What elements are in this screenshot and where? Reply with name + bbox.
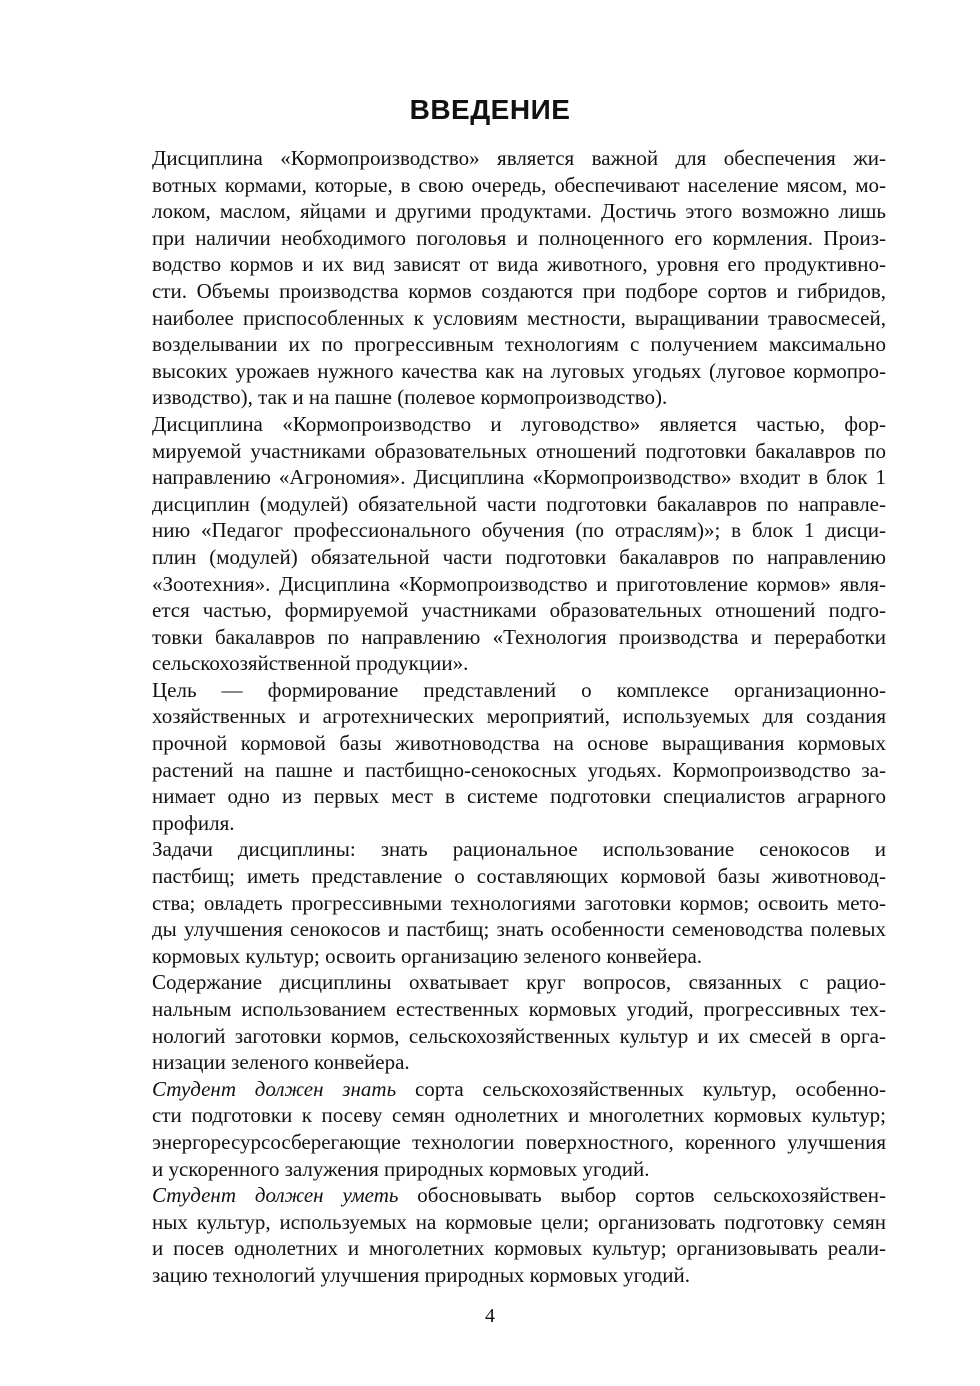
text-line: нальным использованием естественных кормовых угодий, прогрессивных тех-	[152, 997, 886, 1021]
text-line: плин (модулей) обязательной части подготовки бакалавров по направлению	[152, 544, 886, 569]
text-line: кормовых культур; освоить организацию зеленого конвейера.	[152, 943, 703, 968]
text-line: и посев однолетних и многолетних кормовых культур; организовывать реали-	[152, 1236, 886, 1261]
text-line: высоких урожаев нужного качества как на луговых угодьях (луговое кормопро-	[152, 358, 886, 383]
text-line: сти. Объемы производства кормов создаются при подборе сортов и гибридов,	[152, 278, 886, 303]
text-line: наиболее приспособленных к условиям местности, выращивании травосмесей,	[152, 305, 886, 330]
text-line: товки бакалавров по направлению «Технология производства и переработки	[152, 624, 886, 649]
text-line: дисциплин (модулей) обязательной части подготовки бакалавров по направле-	[152, 491, 886, 516]
text-line: ется частью, формируемой участниками образовательных отношений подго-	[152, 598, 886, 623]
paragraph	[94, 145, 886, 411]
text-line: мируемой участниками образовательных отношений подготовки бакалавров по	[152, 438, 886, 463]
text-line: профиля.	[152, 810, 235, 835]
text-line: нимает одно из первых мест в системе подготовки специалистов аграрного	[152, 784, 886, 809]
text-line: направлению «Агрономия». Дисциплина «Кормопроизводство» входит в блок 1	[152, 465, 886, 490]
text-line: локом, маслом, яйцами и другими продуктами. Достичь этого возможно лишь	[152, 199, 886, 224]
text-line: ды улучшения сенокосов и пастбищ; знать особенности семеноводства полевых	[152, 917, 886, 942]
paragraph	[94, 1076, 886, 1182]
text-line: при наличии необходимого поголовья и полноценного его кормления. Произ-	[152, 225, 886, 250]
text-line: сти подготовки к посеву семян однолетних и многолетних кормовых культур;	[152, 1103, 886, 1128]
text-line: изводство), так и на пашне (полевое кормопроизводство).	[152, 385, 668, 410]
line-text: обосновывать выбор сортов сельскохозяйствен-	[398, 1183, 886, 1208]
italic-lead: Студент должен уметь	[152, 1183, 399, 1208]
paragraph	[94, 411, 886, 677]
text-line	[94, 1182, 886, 1209]
text-line: Задачи дисциплины: знать рациональное использование сенокосов и	[152, 837, 886, 862]
text-line: нологий заготовки кормов, сельскохозяйственных культур и их смесей в орга-	[152, 1023, 886, 1048]
paragraph	[94, 677, 886, 837]
italic-lead: Студент должен знать	[152, 1076, 397, 1101]
text-line: «Зоотехния». Дисциплина «Кормопроизводство и приготовление кормов» явля-	[152, 571, 886, 596]
text-line: Дисциплина «Кормопроизводство» является важной для обеспечения жи-	[152, 146, 886, 170]
paragraph	[94, 1182, 886, 1288]
text-line: вотных кормами, которые, в свою очередь, обеспечивают население мясом, мо-	[152, 172, 886, 197]
body-text	[94, 145, 886, 1289]
text-line: Содержание дисциплины охватывает круг вопросов, связанных с рацио-	[152, 970, 886, 995]
text-line: Цель — формирование представлений о комплексе организационно-	[152, 677, 886, 702]
text-line: водство кормов и их вид зависят от вида животного, уровня его продуктивно-	[152, 252, 886, 277]
text-line: Дисциплина «Кормопроизводство и луговодство» является частью, фор-	[152, 411, 886, 436]
text-line: нию «Педагог профессионального обучения (по отраслям)»; в блок 1 дисци-	[152, 518, 886, 543]
text-line: возделывании их по прогрессивным технологиям с получением максимально	[152, 332, 886, 357]
text-line: прочной кормовой базы животноводства на основе выращивания кормовых	[152, 731, 886, 756]
page-number: 4	[485, 1305, 495, 1327]
page-title: ВВЕДЕНИЕ	[409, 94, 571, 125]
line-text: сорта сельскохозяйственных культур, особенно-	[396, 1076, 887, 1101]
text-line: сельскохозяйственной продукции».	[152, 651, 469, 676]
paragraph	[94, 836, 886, 969]
text-line: ных культур, используемых на кормовые цели; организовать подготовку семян	[152, 1209, 886, 1234]
text-line: растений на пашне и пастбищно-сенокосных угодьях. Кормопроизводство за-	[152, 757, 886, 782]
text-line	[94, 1076, 886, 1103]
text-line: и ускоренного залужения природных кормовых угодий.	[152, 1156, 650, 1181]
text-line: энергоресурсосберегающие технологии поверхностного, коренного улучшения	[152, 1129, 886, 1154]
paragraph	[94, 969, 886, 1075]
text-line: зацию технологий улучшения природных кормовых угодий.	[152, 1262, 690, 1287]
text-line: хозяйственных и агротехнических мероприятий, используемых для создания	[152, 704, 886, 729]
text-line: ства; овладеть прогрессивными технологиями заготовки кормов; освоить мето-	[152, 890, 886, 915]
text-line: пастбищ; иметь представление о составляющих кормовой базы животновод-	[152, 864, 886, 889]
text-line: низации зеленого конвейера.	[152, 1050, 410, 1075]
